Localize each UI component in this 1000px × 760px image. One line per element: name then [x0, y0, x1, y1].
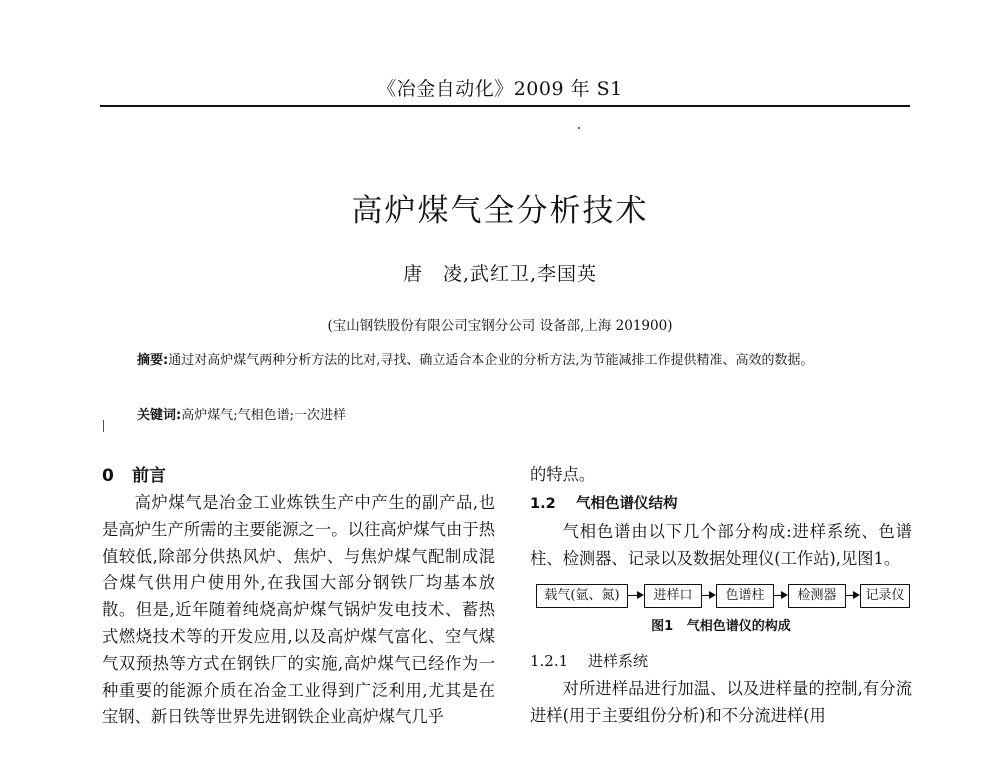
right-column: [530, 462, 912, 730]
section-title: 前言: [132, 466, 166, 486]
abstract-text: 通过对高炉煤气两种分析方法的比对,寻找、确立适合本企业的分析方法,为节能减排工作提供精准、高效的数据。: [168, 353, 814, 368]
abstract-label: 摘要:: [137, 353, 169, 368]
section-number: 0: [102, 466, 114, 486]
subsection-heading: [530, 489, 912, 519]
flow-box-column: 色谱柱: [716, 584, 774, 608]
flow-arrow: [774, 595, 786, 596]
continuation-text: 的特点。: [530, 465, 596, 484]
stray-dot: [578, 127, 580, 129]
subsection-number: 1.2: [530, 495, 556, 512]
article-title: 高炉煤气全分析技术: [351, 193, 649, 229]
article-affiliation: (宝山钢铁股份有限公司宝钢分公司 设备部,上海 201900): [327, 318, 673, 334]
figure-caption-text: 气相色谱仪的构成: [686, 619, 791, 635]
figure-caption-label: 图1: [651, 619, 674, 635]
flow-box-inlet: 进样口: [644, 584, 702, 608]
flow-arrow: [702, 595, 714, 596]
abstract: [137, 350, 889, 372]
left-column: [102, 462, 495, 731]
header-rule: [100, 105, 910, 107]
subsubsection-heading: [530, 646, 912, 676]
margin-mark: [103, 420, 104, 432]
structure-paragraph: 气相色谱由以下几个部分构成:进样系统、色谱柱、检测器、记录以及数据处理仪(工作站),见图1。: [530, 521, 912, 568]
injection-paragraph: 对所进样品进行加温、以及进样量的控制,有分流进样(用于主要组份分析)和不分流进样(用: [530, 679, 912, 726]
flow-box-carrier-gas: 载气(氩、氮): [536, 584, 628, 608]
journal-header: 《冶金自动化》2009 年 S1: [377, 78, 623, 100]
figure-1-flowchart: [530, 580, 912, 614]
figure-caption: [530, 614, 912, 640]
article-authors: 唐 凌,武红卫,李国英: [402, 263, 598, 285]
subsubsection-title: 进样系统: [588, 652, 649, 671]
keywords-text: 高炉煤气;气相色谱;一次进样: [181, 408, 346, 423]
keywords-label: 关键词:: [137, 408, 182, 423]
flow-box-detector: 检测器: [788, 584, 846, 608]
keywords: [137, 405, 889, 427]
subsection-title: 气相色谱仪结构: [576, 495, 678, 512]
intro-paragraph: 高炉煤气是冶金工业炼铁生产中产生的副产品,也是高炉生产所需的主要能源之一。以往高炉煤气由于热值较低,除部分供热风炉、焦炉、与焦炉煤气配制成混合煤气供用户使用外,在我国大部分钢铁厂均基本放散。但是,近年随着纯烧高炉煤气锅炉发电技术、蓄热式燃烧技术等的开发应用,以及高炉煤气富化、空气煤气双预热等方式在钢铁厂的实施,高炉煤气已经作为一种重要的能源介质在冶金工业得到广泛利用,尤其是在宝钢、新日铁等世界先进钢铁企业高炉煤气几乎: [102, 493, 495, 727]
flow-arrow: [628, 595, 642, 596]
flow-arrow: [846, 595, 858, 596]
flow-box-recorder: 记录仪: [860, 584, 910, 608]
subsubsection-number: 1.2.1: [530, 652, 569, 671]
section-heading-intro: [102, 462, 495, 490]
